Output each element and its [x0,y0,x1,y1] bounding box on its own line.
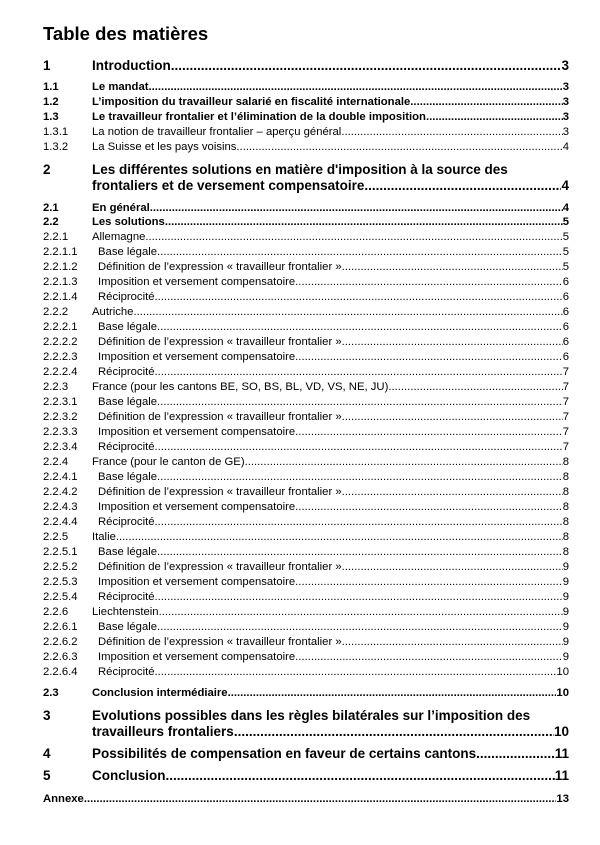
toc-entry-number: 4 [43,746,51,761]
toc-entry[interactable] [43,410,569,425]
toc-entry-number: 2.2.2.4 [43,366,78,378]
toc-leader-dots [165,215,563,229]
toc-entry[interactable] [43,545,569,560]
toc-leader-dots [342,485,563,500]
toc-entry-title: Italie [92,531,116,543]
toc-leader-dots [295,350,563,365]
toc-entry[interactable] [43,620,569,635]
toc-entry[interactable] [43,440,569,455]
toc-entry[interactable] [43,110,569,124]
toc-leader-dots [342,335,563,350]
toc-leader-dots [234,724,554,740]
toc-entry[interactable] [43,260,569,275]
toc-entry[interactable] [43,686,569,700]
toc-entry[interactable] [43,125,569,140]
toc-entry-title: France (pour les cantons BE, SO, BS, BL, VD, VS, NE, JU) [92,381,389,393]
toc-entry-title: Liechtenstein [92,606,159,618]
toc-leader-dots [116,530,563,545]
toc-entry-page: 10 [553,724,569,739]
toc-entry-title: La Suisse et les pays voisins [92,141,237,153]
toc-entry-title: Base légale [98,621,158,633]
toc-entry-page: 10 [556,666,569,678]
toc-entry[interactable] [43,575,569,590]
toc-entry[interactable] [43,485,569,500]
toc-entry[interactable] [43,455,569,470]
toc-entry-title: Le travailleur frontalier et l’élimination de la double imposition [92,111,426,123]
toc-entry-page: 4 [561,178,569,193]
toc-title: Table des matières [43,23,209,44]
toc-entry-number: 2.2.6.1 [43,621,78,633]
toc-entry-number: 2.2.2.3 [43,351,78,363]
toc-entry[interactable] [43,335,569,350]
toc-entry-number: 2.2.4.4 [43,516,78,528]
toc-entry-page: 9 [562,591,569,603]
toc-entry-page: 6 [562,276,569,288]
toc-entry-number: 2.2.6 [43,606,69,618]
toc-entry-number: 1.3 [43,111,59,123]
toc-leader-dots [410,95,562,109]
toc-entry-number: 2.2.3.1 [43,396,78,408]
toc-entry-page: 3 [561,58,569,73]
toc-entry[interactable] [43,290,569,305]
toc-entry[interactable] [43,395,569,410]
toc-entry[interactable] [43,560,569,575]
toc-entry-title: Réciprocité [98,366,155,378]
toc-leader-dots [476,746,555,762]
toc-entry-number: 2.2.4.1 [43,471,78,483]
toc-entry-page: 7 [562,411,569,423]
toc-leader-dots [295,425,563,440]
toc-leader-dots [157,245,563,260]
toc-entry-title: Définition de l’expression « travailleur frontalier » [98,636,342,648]
toc-entry-page: 3 [562,96,569,108]
toc-entry-title: Base légale [98,546,158,558]
toc-entry-title: En général [92,202,150,214]
toc-leader-dots [236,140,562,155]
toc-entry-page: 7 [562,441,569,453]
toc-entry-page: 4 [562,202,569,214]
toc-leader-dots [145,230,562,245]
toc-entry-number: 2.2.4.3 [43,501,78,513]
toc-leader-dots [228,686,557,700]
toc-leader-dots [341,125,562,140]
toc-entry-title: Imposition et versement compensatoire [98,426,296,438]
toc-entry[interactable] [43,590,569,605]
toc-entry[interactable] [43,365,569,380]
toc-entry-title: Le mandat [92,81,149,93]
toc-leader-dots [388,380,562,395]
toc-entry[interactable] [43,708,569,740]
toc-entry[interactable] [43,80,569,94]
toc-leader-dots [150,201,563,215]
toc-entry-number: 2.2.1.3 [43,276,78,288]
toc-entry[interactable] [43,230,569,245]
toc-entry-title: Réciprocité [98,516,155,528]
toc-leader-dots [364,178,561,194]
toc-entry-page: 8 [562,456,569,468]
toc-entry-number: 2.1 [43,202,59,214]
toc-entry-page: 7 [562,426,569,438]
toc-leader-dots [295,575,563,590]
toc-entry[interactable] [43,768,569,784]
toc-entry-title: Définition de l’expression « travailleur frontalier » [98,486,342,498]
toc-entry-title: Imposition et versement compensatoire [98,501,296,513]
toc-entry-page: 6 [562,291,569,303]
toc-entry-title: Base légale [98,396,158,408]
toc-entry-number: 2.2.3.4 [43,441,78,453]
toc-entry[interactable] [43,635,569,650]
toc-entry-title: Réciprocité [98,591,155,603]
toc-entry-title: Base légale [98,471,158,483]
toc-entry-number: 2.2.3.3 [43,426,78,438]
toc-entry-page: 4 [562,141,569,153]
toc-entry-page: 8 [562,531,569,543]
toc-entry-number: 2.2.1.1 [43,246,78,258]
toc-entry-page: 11 [554,768,569,783]
toc-entry-number: 2.2.3 [43,381,69,393]
toc-entry-number: 3 [43,708,51,723]
toc-leader-dots [157,320,563,335]
toc-entry-page: 8 [562,546,569,558]
toc-entry-title: travailleurs frontaliers [92,724,234,739]
toc-leader-dots [155,365,563,380]
toc-entry[interactable] [43,792,569,806]
toc-entry-page: 3 [562,111,569,123]
toc-leader-dots [133,305,562,320]
toc-entry-number: 2.2.2.1 [43,321,78,333]
toc-entry-title: Conclusion intermédiaire [92,687,228,699]
toc-entry-title-line1: Les différentes solutions en matière d'imposition à la source des [92,162,508,177]
toc-entry-number: 1 [43,58,51,73]
toc-entry-title: Imposition et versement compensatoire [98,576,296,588]
toc-leader-dots [155,290,563,305]
toc-entry-title: Définition de l’expression « travailleur frontalier » [98,561,342,573]
toc-entry[interactable] [43,215,569,229]
toc-entry-title: Imposition et versement compensatoire [98,651,296,663]
toc-entry-title: Définition de l’expression « travailleur frontalier » [98,261,342,273]
toc-leader-dots [295,500,563,515]
toc-entry-page: 3 [562,126,569,138]
toc-entry-number: 2.2.3.2 [43,411,78,423]
toc-entry-number: 2.3 [43,687,59,699]
toc-entry-page: 6 [562,336,569,348]
toc-entry[interactable] [43,350,569,365]
toc-entry[interactable] [43,425,569,440]
toc-leader-dots [171,58,562,74]
toc-entry-number: 2.2.4 [43,456,69,468]
toc-entry-page: 9 [562,576,569,588]
toc-entry-number: 2.2.4.2 [43,486,78,498]
toc-entry[interactable] [43,470,569,485]
toc-entry-title: Possibilités de compensation en faveur de certains cantons [92,746,477,761]
toc-entry[interactable] [43,58,569,74]
toc-entry-number: 2 [43,162,51,177]
toc-leader-dots [426,110,563,124]
toc-leader-dots [157,470,563,485]
toc-entry-page: 5 [562,261,569,273]
toc-leader-dots [159,605,563,620]
toc-entry-page: 3 [562,81,569,93]
toc-entry-page: 7 [562,381,569,393]
toc-entry-title-line1: Evolutions possibles dans les règles bilatérales sur l’imposition des [92,708,531,723]
toc-leader-dots [155,665,557,680]
toc-leader-dots [149,80,563,94]
toc-entry-title: Annexe [43,793,84,805]
toc-entry[interactable] [43,650,569,665]
toc-entry[interactable] [43,201,569,215]
toc-entry-page: 9 [562,606,569,618]
toc-entry-page: 7 [562,396,569,408]
toc-leader-dots [155,440,563,455]
toc-entry-number: 2.2.2 [43,306,69,318]
toc-entry[interactable] [43,380,569,395]
toc-entry[interactable] [43,305,569,320]
toc-entry-number: 1.3.1 [43,126,69,138]
toc-entry-page: 8 [562,471,569,483]
toc-entry-page: 6 [562,351,569,363]
toc-entry[interactable] [43,605,569,620]
toc-entry-page: 7 [562,366,569,378]
toc-entry-title: Allemagne [92,231,146,243]
toc-entry[interactable] [43,665,569,680]
toc-entry-page: 13 [556,793,569,805]
toc-entry-title: Définition de l’expression « travailleur frontalier » [98,336,342,348]
toc-entry[interactable] [43,530,569,545]
toc-leader-dots [295,650,563,665]
toc-entry-number: 2.2.5.4 [43,591,78,603]
toc-entry-title: La notion de travailleur frontalier – aperçu général [92,126,342,138]
toc-entry-number: 1.2 [43,96,59,108]
toc-entry[interactable] [43,275,569,290]
toc-entry-title: Introduction [92,58,171,73]
toc-leader-dots [155,515,563,530]
toc-entry-number: 5 [43,768,51,783]
toc-entry-title: Réciprocité [98,666,155,678]
toc-leader-dots [342,635,563,650]
toc-entry-page: 6 [562,306,569,318]
toc-entry-number: 2.2.1 [43,231,69,243]
toc-entry[interactable] [43,95,569,109]
toc-entry-title: Les solutions [92,216,165,228]
toc-entry-page: 11 [554,746,569,761]
toc-entry-page: 9 [562,621,569,633]
toc-entry-number: 2.2.1.2 [43,261,78,273]
toc-entry-page: 9 [562,651,569,663]
toc-entry[interactable] [43,515,569,530]
toc-entry-number: 2.2.6.2 [43,636,78,648]
toc-entry-title: L’imposition du travailleur salarié en fiscalité internationale [92,96,411,108]
toc-entry-number: 2.2.1.4 [43,291,78,303]
toc-entry-number: 2.2.5.2 [43,561,78,573]
toc-entry-number: 2.2.5.3 [43,576,78,588]
toc-entry-title: Définition de l’expression « travailleur frontalier » [98,411,342,423]
toc-entry-title: Réciprocité [98,441,155,453]
toc-leader-dots [155,590,563,605]
toc-leader-dots [157,395,563,410]
toc-entry[interactable] [43,746,569,762]
toc-entry-page: 8 [562,486,569,498]
toc-entry-title: frontaliers et de versement compensatoire [92,178,365,193]
toc-entry-title: Imposition et versement compensatoire [98,276,296,288]
toc-entry[interactable] [43,500,569,515]
toc-entry[interactable] [43,140,569,155]
toc-entry[interactable] [43,162,569,194]
toc-entry-title: France (pour le canton de GE) [92,456,245,468]
toc-entry-page: 5 [562,246,569,258]
toc-leader-dots [342,560,563,575]
toc-entry-title: Base légale [98,321,158,333]
toc-entry-page: 8 [562,501,569,513]
toc-leader-dots [166,768,555,784]
toc-entry-number: 1.3.2 [43,141,69,153]
toc-entry-number: 2.2.6.3 [43,651,78,663]
toc-entry-page: 8 [562,516,569,528]
toc-entry-number: 2.2 [43,216,59,228]
toc-entry-number: 2.2.5 [43,531,69,543]
toc-entry-page: 10 [556,687,569,699]
toc-entry-title: Réciprocité [98,291,155,303]
toc-entry-number: 2.2.5.1 [43,546,78,558]
toc-leader-dots [157,620,563,635]
toc-leader-dots [245,455,563,470]
toc-leader-dots [342,410,563,425]
toc-entry-number: 1.1 [43,81,59,93]
toc-leader-dots [84,792,557,806]
toc-leader-dots [342,260,563,275]
toc-entry-page: 9 [562,636,569,648]
toc-leader-dots [295,275,563,290]
toc-entry-page: 9 [562,561,569,573]
toc-entry-title: Imposition et versement compensatoire [98,351,296,363]
toc-entry-title: Autriche [92,306,134,318]
toc-entry[interactable] [43,245,569,260]
toc-entry[interactable] [43,320,569,335]
toc-entry-page: 5 [562,216,569,228]
toc-entry-number: 2.2.2.2 [43,336,78,348]
toc-entry-title: Conclusion [92,768,166,783]
toc-entry-number: 2.2.6.4 [43,666,78,678]
toc-entry-title: Base légale [98,246,158,258]
toc-entry-page: 5 [562,231,569,243]
toc-entry-page: 6 [562,321,569,333]
toc-leader-dots [157,545,563,560]
